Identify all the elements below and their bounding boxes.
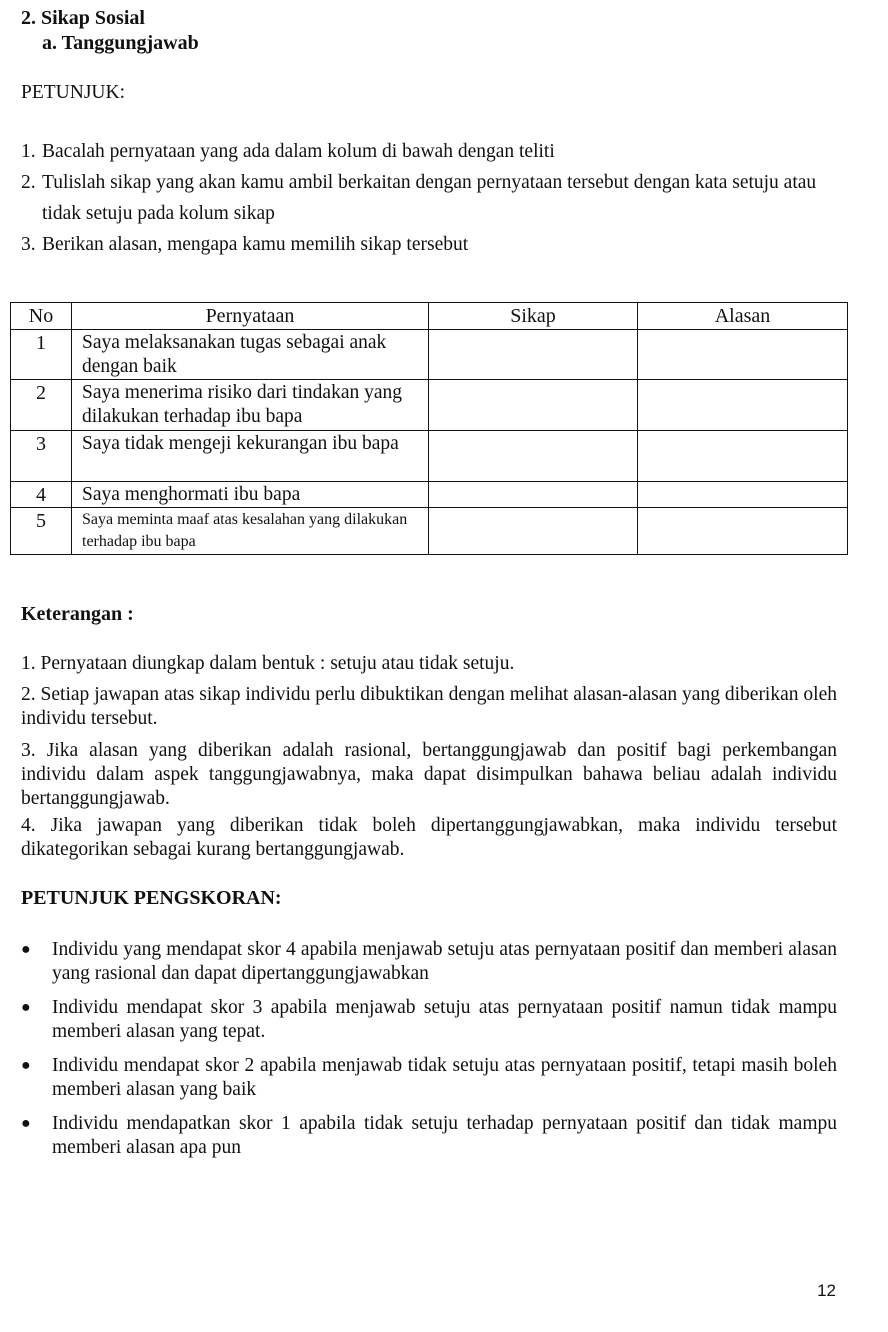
- header-pernyataan: Pernyataan: [72, 303, 429, 330]
- row-sikap-cell[interactable]: [429, 330, 638, 380]
- row-alasan-cell[interactable]: [638, 482, 848, 508]
- page-number: 12: [817, 1281, 836, 1300]
- row-statement: Saya menerima risiko dari tindakan yang dilakukan terhadap ibu bapa: [72, 380, 429, 431]
- header-sikap: Sikap: [429, 303, 638, 330]
- scoring-text: Individu mendapatkan skor 1 apabila tidak setuju terhadap pernyataan positif dan tidak mampu memberi alasan apa pun: [52, 1113, 837, 1158]
- scoring-item: [21, 1054, 837, 1102]
- row-sikap-cell[interactable]: [429, 508, 638, 555]
- instruction-item: [21, 167, 841, 229]
- keterangan-item: 2. Setiap jawapan atas sikap individu perlu dibuktikan dengan melihat alasan-alasan yang diberikan oleh individu tersebut.: [21, 684, 837, 729]
- instruction-text: Berikan alasan, mengapa kamu memilih sikap tersebut: [42, 234, 469, 255]
- section-subtitle: a. Tanggungjawab: [42, 32, 199, 54]
- scoring-item: [21, 938, 837, 986]
- instruction-number: 1.: [21, 141, 36, 162]
- scoring-list: [21, 938, 837, 1170]
- row-alasan-cell[interactable]: [638, 508, 848, 555]
- petunjuk-label: PETUNJUK:: [21, 82, 126, 103]
- row-sikap-cell[interactable]: [429, 431, 638, 482]
- row-number: 5: [11, 508, 72, 555]
- row-sikap-cell[interactable]: [429, 380, 638, 431]
- row-number: 1: [11, 330, 72, 380]
- instruction-text: Tulislah sikap yang akan kamu ambil berkaitan dengan pernyataan tersebut dengan kata setuju atau tidak setuju pada kolum sikap: [42, 172, 817, 224]
- instruction-list: [21, 136, 841, 260]
- instruction-item: [21, 136, 841, 167]
- keterangan-item: 1. Pernyataan diungkap dalam bentuk : setuju atau tidak setuju.: [21, 653, 515, 674]
- row-alasan-cell[interactable]: [638, 431, 848, 482]
- keterangan-item: 3. Jika alasan yang diberikan adalah rasional, bertanggungjawab dan positif bagi perkembangan individu dalam aspek tanggungjawabnya, maka dapat disimpulkan bahawa beliau adalah individu bertanggungjawab.: [21, 740, 837, 809]
- table-row: [11, 508, 848, 555]
- section-title: 2. Sikap Sosial: [21, 7, 145, 29]
- header-alasan: Alasan: [638, 303, 848, 330]
- bullet-icon: ●: [21, 1057, 31, 1074]
- table-row: [11, 431, 848, 482]
- bullet-icon: ●: [21, 999, 31, 1016]
- instruction-number: 2.: [21, 172, 36, 193]
- row-number: 2: [11, 380, 72, 431]
- table-row: [11, 482, 848, 508]
- row-number: 3: [11, 431, 72, 482]
- header-no: No: [11, 303, 72, 330]
- scoring-text: Individu mendapat skor 2 apabila menjawab tidak setuju atas pernyataan positif, tetapi masih boleh memberi alasan yang baik: [52, 1055, 837, 1100]
- table-header-row: [11, 303, 848, 330]
- attitude-table: [10, 302, 848, 555]
- row-statement: Saya meminta maaf atas kesalahan yang dilakukan terhadap ibu bapa: [72, 508, 429, 555]
- row-alasan-cell[interactable]: [638, 380, 848, 431]
- bullet-icon: ●: [21, 1115, 31, 1132]
- row-statement: Saya melaksanakan tugas sebagai anak dengan baik: [72, 330, 429, 380]
- keterangan-label: Keterangan :: [21, 603, 134, 625]
- instruction-number: 3.: [21, 234, 36, 255]
- bullet-icon: ●: [21, 941, 31, 958]
- table-row: [11, 380, 848, 431]
- table-row: [11, 330, 848, 380]
- keterangan-item: 4. Jika jawapan yang diberikan tidak boleh dipertanggungjawabkan, maka individu tersebut dikategorikan sebagai kurang bertanggungjawab.: [21, 815, 837, 860]
- row-number: 4: [11, 482, 72, 508]
- row-statement: Saya menghormati ibu bapa: [72, 482, 429, 508]
- row-statement: Saya tidak mengeji kekurangan ibu bapa: [72, 431, 429, 482]
- scoring-item: [21, 996, 837, 1044]
- pengskoran-label: PETUNJUK PENGSKORAN:: [21, 887, 282, 909]
- scoring-item: [21, 1112, 837, 1160]
- instruction-text: Bacalah pernyataan yang ada dalam kolum di bawah dengan teliti: [42, 141, 555, 162]
- instruction-item: [21, 229, 841, 260]
- scoring-text: Individu mendapat skor 3 apabila menjawab setuju atas pernyataan positif namun tidak mampu memberi alasan yang tepat.: [52, 997, 837, 1042]
- row-alasan-cell[interactable]: [638, 330, 848, 380]
- row-sikap-cell[interactable]: [429, 482, 638, 508]
- scoring-text: Individu yang mendapat skor 4 apabila menjawab setuju atas pernyataan positif dan memberi alasan yang rasional dan dapat dipertanggungjawabkan: [52, 939, 837, 984]
